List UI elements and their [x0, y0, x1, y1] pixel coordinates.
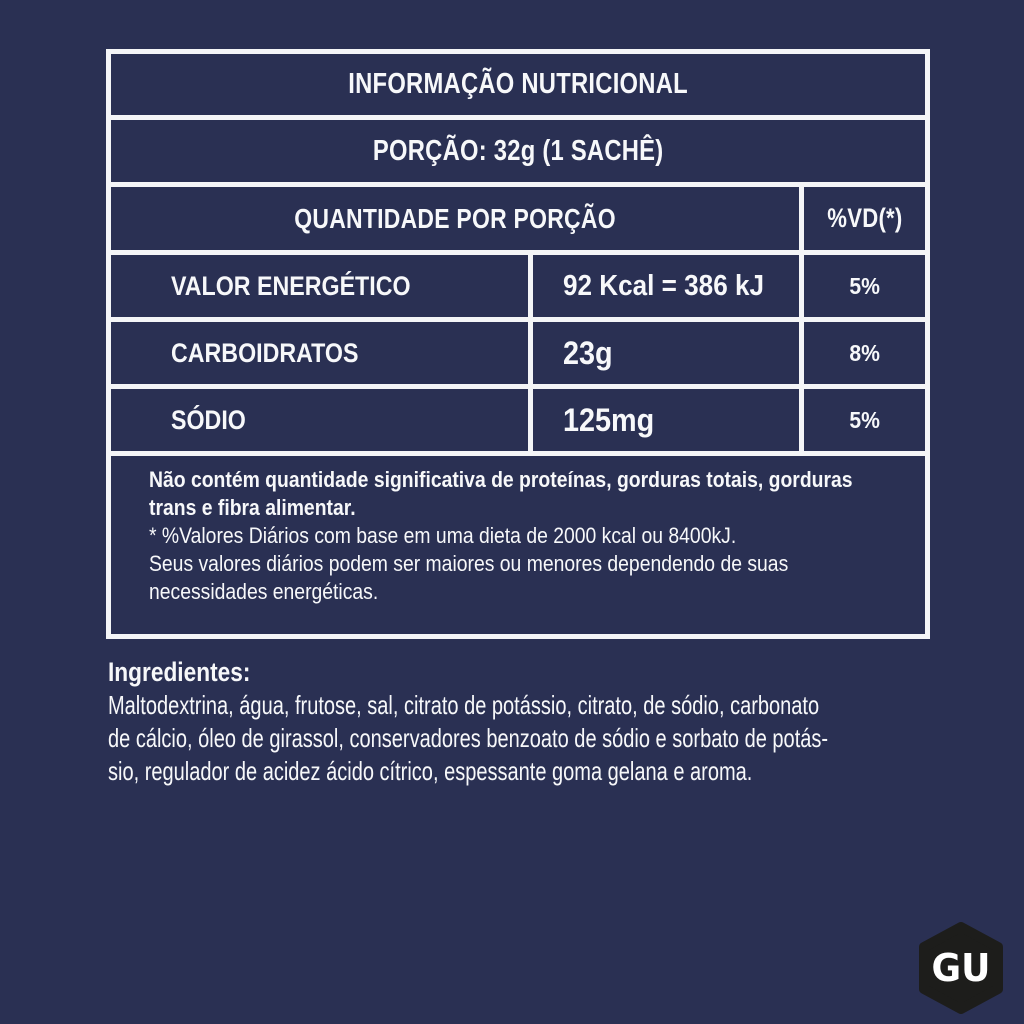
nutrient-amount: 92 Kcal = 386 kJ: [563, 269, 764, 302]
nutrient-dv: 8%: [849, 339, 880, 366]
ingredients-section: [108, 655, 1008, 788]
nutrient-dv-cell: [799, 322, 925, 384]
nutrient-amount-cell: [528, 389, 799, 451]
nutrient-name: SÓDIO: [171, 404, 246, 435]
nutrient-dv-cell: [799, 389, 925, 451]
ingredients-line: sio, regulador de acidez ácido cítrico, espessante goma gelana e aroma.: [108, 756, 753, 786]
nutrient-name-cell: [111, 255, 528, 317]
nutrient-row: [111, 322, 925, 389]
nutrient-name-cell: [111, 322, 528, 384]
nutrition-facts-table: [106, 49, 930, 639]
nutrient-amount: 23g: [563, 334, 613, 371]
daily-value-header: [799, 187, 925, 250]
footnote-line: Seus valores diários podem ser maiores ou menores dependendo de suas: [149, 551, 789, 576]
footnote-line: Não contém quantidade significativa de proteínas, gorduras totais, gorduras: [149, 467, 853, 492]
table-title-row: [111, 54, 925, 120]
daily-value-label: %VD(*): [826, 203, 903, 233]
quantity-per-portion-label: QUANTIDADE POR PORÇÃO: [294, 202, 616, 234]
nutrient-row: [111, 389, 925, 456]
nutrient-amount-cell: [528, 322, 799, 384]
column-header-row: [111, 187, 925, 255]
nutrient-amount: 125mg: [563, 401, 655, 438]
footnote-row: [111, 456, 925, 634]
table-title: INFORMAÇÃO NUTRICIONAL: [348, 68, 688, 100]
portion-row: [111, 120, 925, 187]
nutrient-name: VALOR ENERGÉTICO: [171, 270, 411, 301]
footnote-line: * %Valores Diários com base em uma dieta de 2000 kcal ou 8400kJ.: [149, 523, 737, 548]
gu-logo: [917, 921, 1005, 1015]
nutrient-dv: 5%: [849, 406, 880, 433]
footnote-line: necessidades energéticas.: [149, 579, 379, 604]
gu-logo-text: GU: [931, 946, 991, 990]
nutrient-name-cell: [111, 389, 528, 451]
ingredients-line: Maltodextrina, água, frutose, sal, citrato de potássio, citrato, de sódio, carbonato: [108, 690, 820, 720]
footnote-line: trans e fibra alimentar.: [149, 495, 356, 520]
nutrient-dv-cell: [799, 255, 925, 317]
ingredients-text: [108, 689, 1008, 788]
nutrient-row: [111, 255, 925, 322]
portion-text: PORÇÃO: 32g (1 SACHÊ): [372, 134, 664, 167]
nutrient-name: CARBOIDRATOS: [171, 337, 359, 368]
ingredients-line: de cálcio, óleo de girassol, conservadores benzoato de sódio e sorbato de potás-: [108, 723, 829, 753]
nutrient-amount-cell: [528, 255, 799, 317]
nutrient-dv: 5%: [849, 272, 880, 299]
ingredients-heading: Ingredientes:: [108, 657, 251, 687]
quantity-per-portion-header: [111, 187, 799, 250]
